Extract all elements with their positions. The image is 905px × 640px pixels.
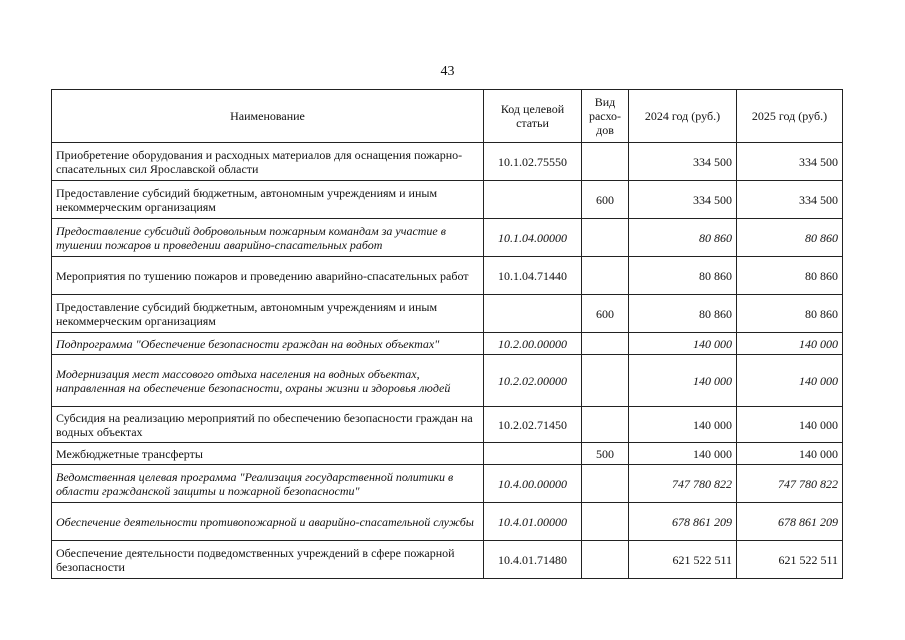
cell-code xyxy=(484,295,582,333)
cell-name: Обеспечение деятельности подведомственных учреждений в сфере пожарной безопасности xyxy=(52,541,484,579)
cell-amount-2024: 678 861 209 xyxy=(629,503,737,541)
cell-expense-type: 600 xyxy=(582,295,629,333)
table-row xyxy=(52,257,843,295)
cell-code: 10.2.02.71450 xyxy=(484,407,582,443)
cell-amount-2024: 621 522 511 xyxy=(629,541,737,579)
cell-amount-2025: 140 000 xyxy=(737,355,843,407)
cell-expense-type xyxy=(582,541,629,579)
cell-code: 10.4.01.71480 xyxy=(484,541,582,579)
cell-amount-2025: 140 000 xyxy=(737,407,843,443)
cell-amount-2024: 334 500 xyxy=(629,181,737,219)
cell-amount-2024: 140 000 xyxy=(629,443,737,465)
cell-amount-2025: 334 500 xyxy=(737,181,843,219)
cell-code: 10.1.02.75550 xyxy=(484,143,582,181)
header-year-2024: 2024 год (руб.) xyxy=(629,90,737,143)
cell-amount-2025: 678 861 209 xyxy=(737,503,843,541)
cell-name: Мероприятия по тушению пожаров и проведению аварийно-спасательных работ xyxy=(52,257,484,295)
table-row xyxy=(52,465,843,503)
table-row xyxy=(52,295,843,333)
table-row xyxy=(52,503,843,541)
cell-code: 10.2.00.00000 xyxy=(484,333,582,355)
header-code: Код целевой статьи xyxy=(484,90,582,143)
table-row xyxy=(52,219,843,257)
cell-name: Субсидия на реализацию мероприятий по обеспечению безопасности граждан на водных объектах xyxy=(52,407,484,443)
cell-code: 10.2.02.00000 xyxy=(484,355,582,407)
cell-amount-2024: 80 860 xyxy=(629,257,737,295)
cell-code xyxy=(484,443,582,465)
table-row xyxy=(52,181,843,219)
table-body xyxy=(52,143,843,579)
cell-code: 10.4.01.00000 xyxy=(484,503,582,541)
cell-code: 10.1.04.71440 xyxy=(484,257,582,295)
cell-expense-type: 500 xyxy=(582,443,629,465)
cell-name: Приобретение оборудования и расходных материалов для оснащения пожарно-спасательных сил Ярославской области xyxy=(52,143,484,181)
cell-name: Модернизация мест массового отдыха населения на водных объектах, направленная на обеспечение безопасности, охраны жизни и здоровья людей xyxy=(52,355,484,407)
cell-name: Обеспечение деятельности противопожарной и аварийно-спасательной службы xyxy=(52,503,484,541)
cell-expense-type xyxy=(582,355,629,407)
cell-expense-type xyxy=(582,219,629,257)
cell-amount-2024: 747 780 822 xyxy=(629,465,737,503)
cell-amount-2025: 80 860 xyxy=(737,219,843,257)
cell-expense-type xyxy=(582,465,629,503)
table-row xyxy=(52,355,843,407)
table-row xyxy=(52,407,843,443)
cell-expense-type xyxy=(582,333,629,355)
header-year-2025: 2025 год (руб.) xyxy=(737,90,843,143)
table-row xyxy=(52,541,843,579)
cell-expense-type: 600 xyxy=(582,181,629,219)
cell-name: Предоставление субсидий добровольным пожарным командам за участие в тушении пожаров и проведении аварийно-спасательных работ xyxy=(52,219,484,257)
cell-code xyxy=(484,181,582,219)
cell-amount-2025: 747 780 822 xyxy=(737,465,843,503)
cell-amount-2024: 140 000 xyxy=(629,407,737,443)
cell-name: Предоставление субсидий бюджетным, автономным учреждениям и иным некоммерческим организациям xyxy=(52,295,484,333)
cell-amount-2024: 80 860 xyxy=(629,295,737,333)
table-row xyxy=(52,443,843,465)
cell-code: 10.4.00.00000 xyxy=(484,465,582,503)
cell-amount-2024: 80 860 xyxy=(629,219,737,257)
cell-code: 10.1.04.00000 xyxy=(484,219,582,257)
cell-amount-2025: 140 000 xyxy=(737,333,843,355)
header-name: Наименование xyxy=(52,90,484,143)
cell-amount-2025: 80 860 xyxy=(737,257,843,295)
cell-name: Предоставление субсидий бюджетным, автономным учреждениям и иным некоммерческим организациям xyxy=(52,181,484,219)
cell-amount-2024: 140 000 xyxy=(629,333,737,355)
table-header-row xyxy=(52,90,843,143)
cell-amount-2025: 140 000 xyxy=(737,443,843,465)
page-number: 43 xyxy=(440,64,455,79)
cell-expense-type xyxy=(582,503,629,541)
cell-expense-type xyxy=(582,257,629,295)
table-row xyxy=(52,333,843,355)
cell-name: Ведомственная целевая программа "Реализация государственной политики в области гражданской защиты и пожарной безопасности" xyxy=(52,465,484,503)
cell-name: Межбюджетные трансферты xyxy=(52,443,484,465)
cell-name: Подпрограмма "Обеспечение безопасности граждан на водных объектах" xyxy=(52,333,484,355)
cell-amount-2025: 80 860 xyxy=(737,295,843,333)
budget-table xyxy=(51,89,843,579)
cell-expense-type xyxy=(582,143,629,181)
cell-amount-2025: 621 522 511 xyxy=(737,541,843,579)
cell-amount-2025: 334 500 xyxy=(737,143,843,181)
cell-amount-2024: 140 000 xyxy=(629,355,737,407)
table-row xyxy=(52,143,843,181)
cell-expense-type xyxy=(582,407,629,443)
header-type: Вид расхо-дов xyxy=(582,90,629,143)
cell-amount-2024: 334 500 xyxy=(629,143,737,181)
